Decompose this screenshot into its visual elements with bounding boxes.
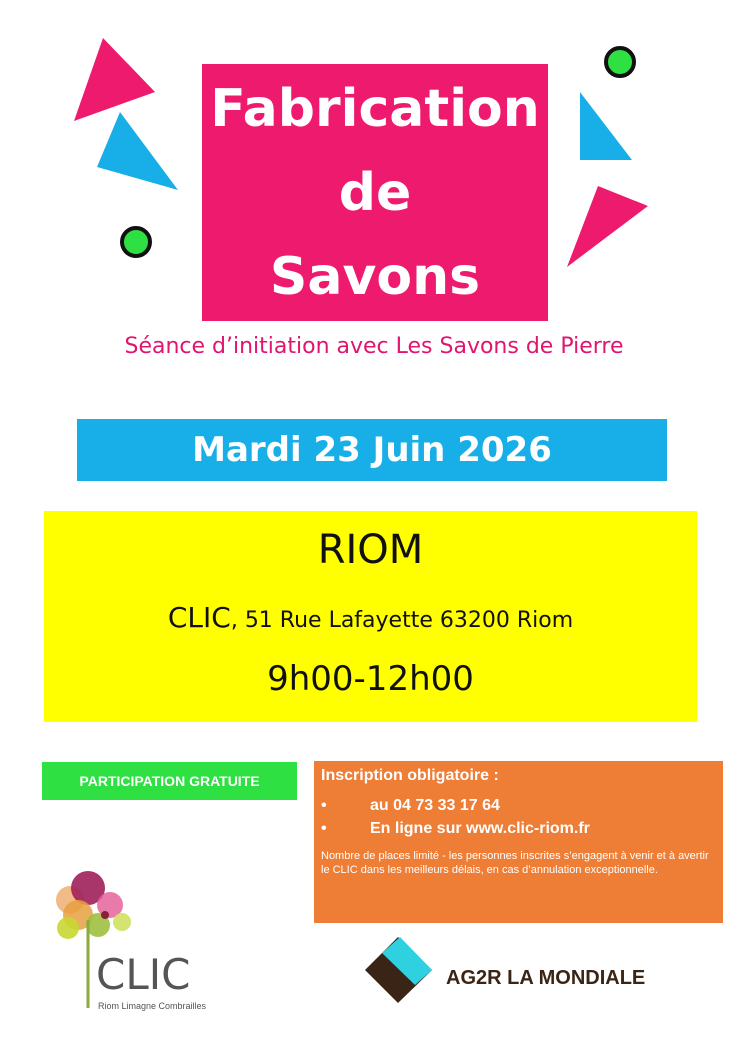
bullet-icon: • (321, 797, 327, 814)
registration-note: Nombre de places limité - les personnes inscrites s’engagent à venir et à avertir le CLIC dans les meilleurs délais, en cas d’annulation exceptionnelle. (321, 850, 709, 876)
participation-label: PARTICIPATION GRATUITE (79, 773, 260, 789)
green-dot-left (122, 228, 150, 256)
clic-tagline: Riom Limagne Combrailles (98, 1001, 207, 1011)
registration-phone-item (321, 797, 500, 815)
subtitle: Séance d’initiation avec Les Savons de Pierre (124, 334, 624, 359)
title-line-3: Savons (269, 246, 481, 307)
registration-title: Inscription obligatoire : (321, 767, 499, 784)
clic-logo (50, 870, 210, 1015)
blue-triangle-left (97, 112, 178, 190)
pink-triangle-right (567, 186, 648, 267)
participation-badge (42, 762, 297, 800)
address-org: CLIC (167, 601, 231, 634)
event-date: Mardi 23 Juin 2026 (192, 430, 552, 470)
address (44, 601, 697, 634)
registration-phone: au 04 73 33 17 64 (370, 797, 500, 814)
date-banner (77, 419, 667, 481)
address-street: , 51 Rue Lafayette 63200 Riom (230, 608, 574, 633)
bullet-icon: • (321, 820, 327, 837)
title-line-2: de (338, 162, 412, 223)
ag2r-logo (360, 935, 690, 1010)
registration-online: En ligne sur www.clic-riom.fr (370, 820, 590, 837)
registration-box (314, 761, 723, 923)
registration-online-item (321, 820, 590, 838)
location-box (44, 511, 697, 722)
green-dot-right (606, 48, 634, 76)
pink-triangle-left (74, 38, 155, 121)
title-line-1: Fabrication (210, 78, 540, 139)
city: RIOM (317, 527, 424, 573)
title-box (202, 64, 548, 321)
ag2r-name: AG2R LA MONDIALE (446, 967, 646, 989)
blue-triangle-right (580, 92, 632, 160)
ag2r-diamond-icon (360, 935, 440, 1010)
clic-name: CLIC (96, 950, 191, 999)
hours: 9h00-12h00 (267, 659, 474, 699)
